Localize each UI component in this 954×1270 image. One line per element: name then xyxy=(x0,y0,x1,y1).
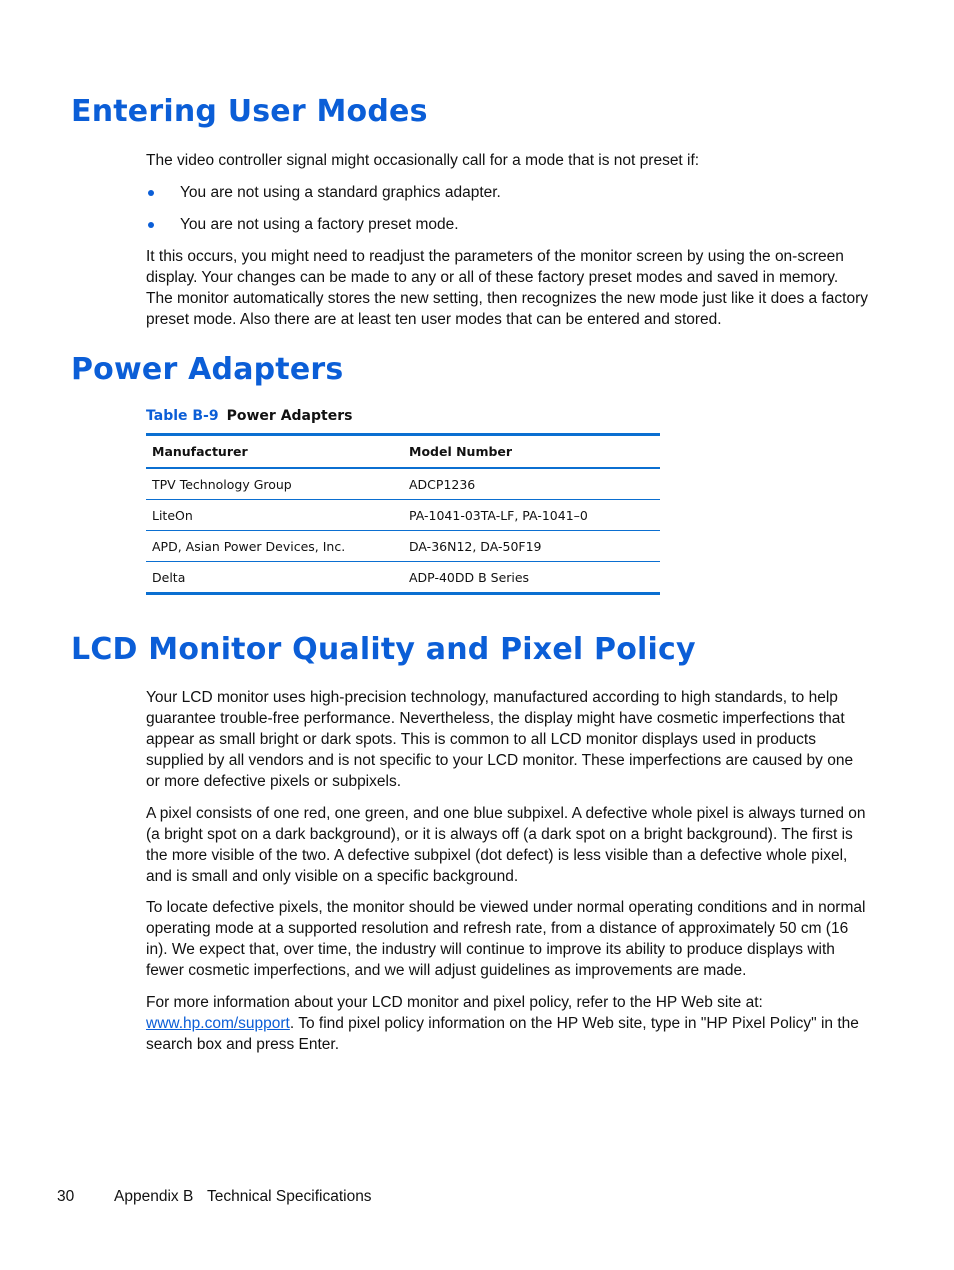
heading-power-adapters: Power Adapters xyxy=(71,352,344,387)
footer-chapter: Technical Specifications xyxy=(207,1188,372,1205)
cell-model-number: ADCP1236 xyxy=(403,468,660,500)
more-info-text: For more information about your LCD monitor and pixel policy, refer to the HP Web site at: xyxy=(146,994,763,1011)
bullet-item: You are not using a standard graphics adapter. xyxy=(146,182,501,203)
table-header-row xyxy=(146,435,660,469)
cell-manufacturer: APD, Asian Power Devices, Inc. xyxy=(146,531,403,562)
footer-appendix: Appendix B xyxy=(114,1188,194,1205)
cell-model-number: PA-1041-03TA-LF, PA-1041–0 xyxy=(403,500,660,531)
pixel-policy-instructions: . To find pixel policy information on the HP Web site, type in "HP Pixel Policy" in the search box and press Enter. xyxy=(146,1015,859,1053)
pixel-policy-paragraph-2: A pixel consists of one red, one green, and one blue subpixel. A defective whole pixel is always turned on (a bright spot on a dark background), or it is always off (a dark spot on a bright background). The first is the more visible of the two. A defective subpixel (dot defect) is less visible than a defective whole pixel, and is small and only visible on a specific background. xyxy=(146,805,866,885)
hp-support-link[interactable]: www.hp.com/support xyxy=(146,1015,290,1032)
pixel-policy-paragraph-4 xyxy=(146,992,868,1055)
page-footer xyxy=(57,1188,372,1206)
table-row xyxy=(146,562,660,594)
cell-model-number: ADP-40DD B Series xyxy=(409,569,530,585)
heading-lcd-pixel-policy: LCD Monitor Quality and Pixel Policy xyxy=(71,632,696,667)
cell-manufacturer: Delta xyxy=(152,569,186,585)
intro-text: The video controller signal might occasionally call for a mode that is not preset if: xyxy=(146,152,700,169)
column-header-model-number: Model Number xyxy=(403,435,660,469)
table-caption xyxy=(146,408,352,424)
pixel-policy-paragraph-1: Your LCD monitor uses high-precision technology, manufactured according to high standards, to help guarantee trouble-free performance. Nevertheless, the display might have cosmetic imperfections that appear as small bright or dark spots. This is common to all LCD monitor displays used in products supplied by all vendors and is not specific to your LCD monitor. These imperfections are caused by one or more defective pixels or subpixels. xyxy=(146,689,854,790)
bullet-dot-icon xyxy=(148,190,154,196)
cell-model-number: DA-36N12, DA-50F19 xyxy=(403,531,660,562)
bullet-item: You are not using a factory preset mode. xyxy=(146,214,459,235)
cell-manufacturer: LiteOn xyxy=(146,500,403,531)
pixel-policy-paragraph-3: To locate defective pixels, the monitor should be viewed under normal operating conditions and in normal operating mode at a supported resolution and refresh rate, from a distance of approximately 50 cm (16 in). We expect that, over time, the industry will continue to improve its ability to produce displays with fewer cosmetic imperfections, and we will adjust guidelines as improvements are made. xyxy=(146,899,866,979)
page-number: 30 xyxy=(57,1188,75,1205)
column-header-manufacturer: Manufacturer xyxy=(146,435,403,469)
user-modes-paragraph: It this occurs, you might need to readjust the parameters of the monitor screen by using the on-screen display. Your changes can be made to any or all of these factory preset modes and saved in memory. The monitor automatically stores the new setting, then recognizes the new mode just like it does a factory preset mode. Also there are at least ten user modes that can be entered and stored. xyxy=(146,248,868,328)
heading-entering-user-modes: Entering User Modes xyxy=(71,94,428,129)
table-row xyxy=(146,468,660,500)
table-number: Table B-9 xyxy=(146,408,219,424)
cell-manufacturer: TPV Technology Group xyxy=(146,468,403,500)
table-title: Power Adapters xyxy=(226,408,353,424)
table-row xyxy=(146,531,660,562)
bullet-dot-icon xyxy=(148,222,154,228)
table-row xyxy=(146,500,660,531)
power-adapters-table xyxy=(146,433,660,595)
